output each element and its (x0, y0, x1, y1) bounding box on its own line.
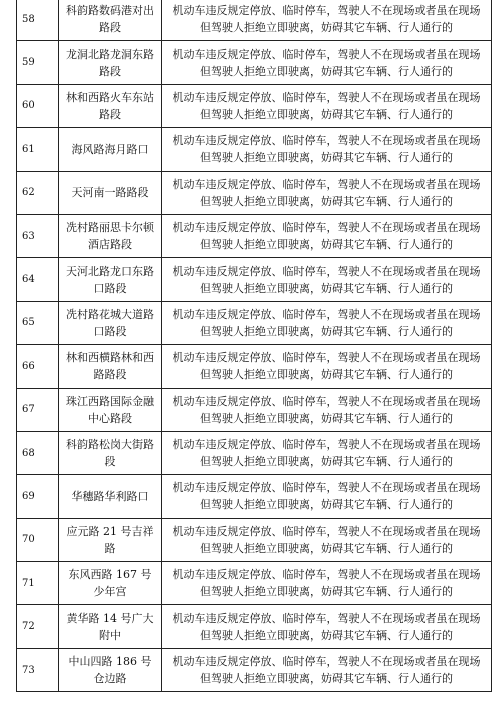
location-cell: 应元路 21 号吉祥路 (59, 518, 162, 561)
violation-description-cell: 机动车违反规定停放、临时停车，驾驶人不在现场或者虽在现场但驾驶人拒绝立即驶离，妨碍其它车辆、行人通行的 (162, 214, 492, 257)
violation-description-cell: 机动车违反规定停放、临时停车，驾驶人不在现场或者虽在现场但驾驶人拒绝立即驶离，妨碍其它车辆、行人通行的 (162, 648, 492, 691)
table-row (17, 41, 492, 84)
location-cell: 天河北路龙口东路口路段 (59, 258, 162, 301)
row-number: 64 (17, 258, 59, 301)
violation-description-cell: 机动车违反规定停放、临时停车，驾驶人不在现场或者虽在现场但驾驶人拒绝立即驶离，妨碍其它车辆、行人通行的 (162, 301, 492, 344)
location-cell: 科韵路数码港对出路段 (59, 0, 162, 41)
location-cell: 华穗路华利路口 (59, 475, 162, 518)
violation-description-cell: 机动车违反规定停放、临时停车，驾驶人不在现场或者虽在现场但驾驶人拒绝立即驶离，妨碍其它车辆、行人通行的 (162, 605, 492, 648)
violation-description-cell: 机动车违反规定停放、临时停车，驾驶人不在现场或者虽在现场但驾驶人拒绝立即驶离，妨碍其它车辆、行人通行的 (162, 388, 492, 431)
location-cell: 天河南一路路段 (59, 171, 162, 214)
violation-locations-table (16, 0, 492, 692)
location-cell: 林和西路火车东站路段 (59, 84, 162, 127)
row-number: 69 (17, 475, 59, 518)
location-cell: 东风西路 167 号少年宫 (59, 562, 162, 605)
violation-description-cell: 机动车违反规定停放、临时停车，驾驶人不在现场或者虽在现场但驾驶人拒绝立即驶离，妨碍其它车辆、行人通行的 (162, 171, 492, 214)
row-number: 63 (17, 214, 59, 257)
table-row (17, 562, 492, 605)
row-number: 72 (17, 605, 59, 648)
location-cell: 黄华路 14 号广大附中 (59, 605, 162, 648)
table-row (17, 518, 492, 561)
table-row (17, 84, 492, 127)
location-cell: 冼村路花城大道路口路段 (59, 301, 162, 344)
table-row (17, 431, 492, 474)
row-number: 71 (17, 562, 59, 605)
table-row (17, 605, 492, 648)
table-body (17, 0, 492, 692)
table-row (17, 258, 492, 301)
row-number: 59 (17, 41, 59, 84)
violation-description-cell: 机动车违反规定停放、临时停车，驾驶人不在现场或者虽在现场但驾驶人拒绝立即驶离，妨碍其它车辆、行人通行的 (162, 345, 492, 388)
violation-description-cell: 机动车违反规定停放、临时停车，驾驶人不在现场或者虽在现场但驾驶人拒绝立即驶离，妨碍其它车辆、行人通行的 (162, 258, 492, 301)
location-cell: 珠江西路国际金融中心路段 (59, 388, 162, 431)
table-row (17, 301, 492, 344)
row-number: 67 (17, 388, 59, 431)
table-row (17, 214, 492, 257)
table-row (17, 345, 492, 388)
table-row (17, 171, 492, 214)
violation-description-cell: 机动车违反规定停放、临时停车，驾驶人不在现场或者虽在现场但驾驶人拒绝立即驶离，妨碍其它车辆、行人通行的 (162, 518, 492, 561)
row-number: 73 (17, 648, 59, 691)
row-number: 58 (17, 0, 59, 41)
row-number: 68 (17, 431, 59, 474)
row-number: 70 (17, 518, 59, 561)
location-cell: 科韵路松岗大街路段 (59, 431, 162, 474)
table-row (17, 0, 492, 41)
violation-description-cell: 机动车违反规定停放、临时停车，驾驶人不在现场或者虽在现场但驾驶人拒绝立即驶离，妨碍其它车辆、行人通行的 (162, 128, 492, 171)
table-row (17, 648, 492, 691)
violation-description-cell: 机动车违反规定停放、临时停车，驾驶人不在现场或者虽在现场但驾驶人拒绝立即驶离，妨碍其它车辆、行人通行的 (162, 84, 492, 127)
violation-description-cell: 机动车违反规定停放、临时停车，驾驶人不在现场或者虽在现场但驾驶人拒绝立即驶离，妨碍其它车辆、行人通行的 (162, 0, 492, 41)
location-cell: 冼村路丽思卡尔顿酒店路段 (59, 214, 162, 257)
location-cell: 中山四路 186 号仓边路 (59, 648, 162, 691)
violation-description-cell: 机动车违反规定停放、临时停车，驾驶人不在现场或者虽在现场但驾驶人拒绝立即驶离，妨碍其它车辆、行人通行的 (162, 431, 492, 474)
row-number: 65 (17, 301, 59, 344)
location-cell: 林和西横路林和西路路段 (59, 345, 162, 388)
violation-description-cell: 机动车违反规定停放、临时停车，驾驶人不在现场或者虽在现场但驾驶人拒绝立即驶离，妨碍其它车辆、行人通行的 (162, 562, 492, 605)
row-number: 61 (17, 128, 59, 171)
violation-description-cell: 机动车违反规定停放、临时停车，驾驶人不在现场或者虽在现场但驾驶人拒绝立即驶离，妨碍其它车辆、行人通行的 (162, 41, 492, 84)
table-row (17, 475, 492, 518)
location-cell: 海风路海月路口 (59, 128, 162, 171)
violation-description-cell: 机动车违反规定停放、临时停车，驾驶人不在现场或者虽在现场但驾驶人拒绝立即驶离，妨碍其它车辆、行人通行的 (162, 475, 492, 518)
row-number: 62 (17, 171, 59, 214)
location-cell: 龙洞北路龙洞东路路段 (59, 41, 162, 84)
table-row (17, 128, 492, 171)
row-number: 60 (17, 84, 59, 127)
table-row (17, 388, 492, 431)
row-number: 66 (17, 345, 59, 388)
